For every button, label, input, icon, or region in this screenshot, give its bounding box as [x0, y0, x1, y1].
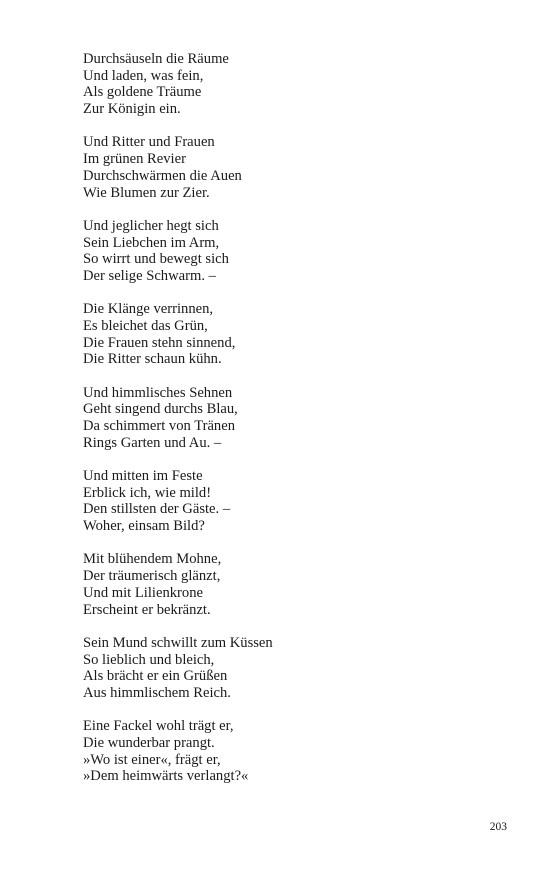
stanza-6: [83, 468, 483, 535]
poem-line: Als goldene Träume: [83, 84, 202, 101]
stanza-8: [83, 635, 483, 702]
poem-line: »Dem heimwärts verlangt?«: [83, 768, 249, 785]
stanza-3: [83, 218, 483, 285]
poem-line: So lieblich und bleich,: [83, 651, 215, 668]
poem-line: Durchschwärmen die Auen: [83, 167, 242, 184]
poem: [83, 51, 483, 802]
poem-line: Als brächt er ein Grüßen: [83, 668, 228, 685]
poem-line: Und laden, was fein,: [83, 67, 204, 84]
stanza-1: [83, 51, 483, 118]
poem-line: Die Ritter schaun kühn.: [83, 351, 222, 368]
stanza-4: [83, 301, 483, 368]
stanza-2: [83, 134, 483, 201]
poem-line: Den stillsten der Gäste. –: [83, 501, 231, 518]
poem-line: Es bleichet das Grün,: [83, 317, 208, 334]
stanza-5: [83, 385, 483, 452]
stanza-7: [83, 551, 483, 618]
poem-line: Eine Fackel wohl trägt er,: [83, 718, 234, 735]
poem-line: Woher, einsam Bild?: [83, 518, 205, 535]
poem-line: Und Ritter und Frauen: [83, 134, 215, 151]
poem-line: Wie Blumen zur Zier.: [83, 184, 210, 201]
poem-line: So wirrt und bewegt sich: [83, 251, 229, 268]
poem-line: Und mit Lilienkrone: [83, 584, 203, 601]
poem-line: Geht singend durchs Blau,: [83, 401, 238, 418]
poem-line: Erscheint er bekränzt.: [83, 601, 211, 618]
poem-line: Die Frauen stehn sinnend,: [83, 334, 236, 351]
page-number: 203: [489, 821, 507, 833]
poem-line: Rings Garten und Au. –: [83, 434, 222, 451]
poem-line: Sein Liebchen im Arm,: [83, 234, 220, 251]
poem-line: Da schimmert von Tränen: [83, 418, 236, 435]
poem-line: Der selige Schwarm. –: [83, 267, 216, 284]
poem-line: Und jeglicher hegt sich: [83, 217, 219, 234]
poem-line: Die Klänge verrinnen,: [83, 301, 214, 318]
poem-line: Aus himmlischem Reich.: [83, 684, 231, 701]
poem-line: Zur Königin ein.: [83, 101, 181, 118]
poem-line: Und himmlisches Sehnen: [83, 384, 233, 401]
poem-line: Mit blühendem Mohne,: [83, 551, 222, 568]
poem-line: Sein Mund schwillt zum Küssen: [83, 634, 273, 651]
poem-line: Der träumerisch glänzt,: [83, 568, 221, 585]
poem-line: Erblick ich, wie mild!: [83, 484, 212, 501]
stanza-9: [83, 718, 483, 785]
poem-line: Und mitten im Feste: [83, 468, 203, 485]
poem-line: Im grünen Revier: [83, 151, 186, 168]
poem-line: »Wo ist einer«, frägt er,: [83, 751, 221, 768]
poem-line: Durchsäuseln die Räume: [83, 51, 229, 67]
poem-line: Die wunderbar prangt.: [83, 734, 215, 751]
